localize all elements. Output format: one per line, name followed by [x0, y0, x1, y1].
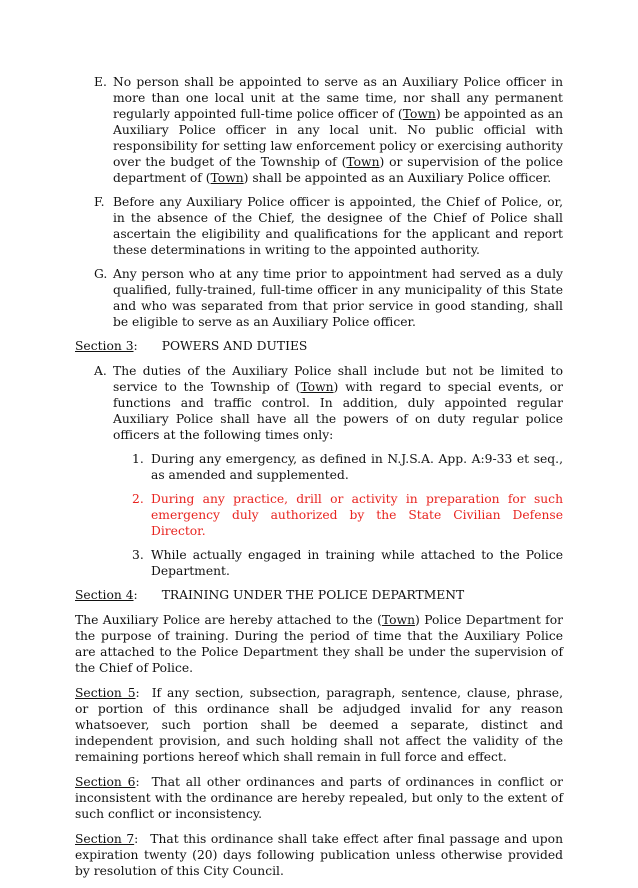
- ordinance-page: [75, 74, 563, 888]
- section-3-heading: Section 3: POWERS AND DUTIES: [75, 339, 308, 353]
- section-label: Section 6: [75, 775, 136, 789]
- list-item-a: A. The duties of the Auxiliary Police shall include but not be limited to service to the Township of (Town) with regard to special events, or functions and traffic control. In addition, duly appointed regular Auxiliary Police shall have all the powers of on duty regular police officers at the following times only:: [94, 364, 563, 442]
- list-marker: G.: [94, 267, 108, 281]
- list-marker: F.: [94, 195, 105, 209]
- section-label: Section 7: [75, 832, 135, 846]
- list-marker: E.: [94, 75, 107, 89]
- list-item-e: E. No person shall be appointed to serve as an Auxiliary Police officer in more than one local unit at the same time, nor shall any permanent regularly appointed full-time police officer of (Town) be appointed as an Auxiliary Police officer in any local unit. No public official with responsibility for setting law enforcement policy or exercising authority over the budget of the Township of (Town) or supervision of the police department of (Town) shall be appointed as an Auxiliary Police officer.: [94, 75, 563, 185]
- section-title: POWERS AND DUTIES: [161, 339, 308, 353]
- section-label: Section 5: [75, 686, 136, 700]
- section-4-body: The Auxiliary Police are hereby attached to the (Town) Police Department for the purpose of training. During the period of time that the Auxiliary Police are attached to the Police Department they shall be under the supervision of the Chief of Police.: [75, 613, 563, 675]
- town-placeholder: Town: [210, 171, 244, 185]
- section-7-paragraph: Section 7: That this ordinance shall take effect after final passage and upon expiration twenty (20) days following publication unless otherwise provided by resolution of this City Council.: [75, 832, 563, 878]
- sub-item-3: 3. While actually engaged in training while attached to the Police Department.: [132, 548, 563, 578]
- section-4-heading: Section 4: TRAINING UNDER THE POLICE DEPARTMENT: [75, 588, 465, 602]
- section-label: Section 4: [75, 588, 134, 602]
- town-placeholder: Town: [402, 107, 436, 121]
- section-title: TRAINING UNDER THE POLICE DEPARTMENT: [161, 588, 465, 602]
- town-placeholder: Town: [346, 155, 380, 169]
- town-placeholder: Town: [381, 613, 416, 627]
- sub-item-2-highlighted: 2. During any practice, drill or activity in preparation for such emergency duly authorized by the State Civilian Defense Director.: [132, 492, 563, 538]
- list-marker: 1.: [132, 452, 144, 466]
- town-placeholder: Town: [300, 380, 334, 394]
- section-6-paragraph: Section 6: That all other ordinances and parts of ordinances in conflict or inconsistent with the ordinance are hereby repealed, but only to the extent of such conflict or inconsistency.: [75, 775, 563, 821]
- sub-item-1: 1. During any emergency, as defined in N.J.S.A. App. A:9-33 et seq., as amended and supplemented.: [132, 452, 563, 482]
- list-marker: 2.: [132, 492, 144, 506]
- list-marker: 3.: [132, 548, 144, 562]
- list-marker: A.: [94, 364, 107, 378]
- list-item-g: G. Any person who at any time prior to appointment had served as a duly qualified, fully-trained, full-time officer in any municipality of this State and who was separated from that prior service in good standing, shall be eligible to serve as an Auxiliary Police officer.: [94, 267, 563, 329]
- section-5-paragraph: Section 5: If any section, subsection, paragraph, sentence, clause, phrase, or portion of this ordinance shall be adjudged invalid for any reason whatsoever, such portion shall be deemed a separate, distinct and independent provision, and such holding shall not affect the validity of the remaining portions hereof which shall remain in full force and effect.: [75, 686, 563, 764]
- list-item-f: F. Before any Auxiliary Police officer is appointed, the Chief of Police, or, in the absence of the Chief, the designee of the Chief of Police shall ascertain the eligibility and qualifications for the applicant and report these determinations in writing to the appointed authority.: [94, 195, 563, 257]
- section-label: Section 3: [75, 339, 134, 353]
